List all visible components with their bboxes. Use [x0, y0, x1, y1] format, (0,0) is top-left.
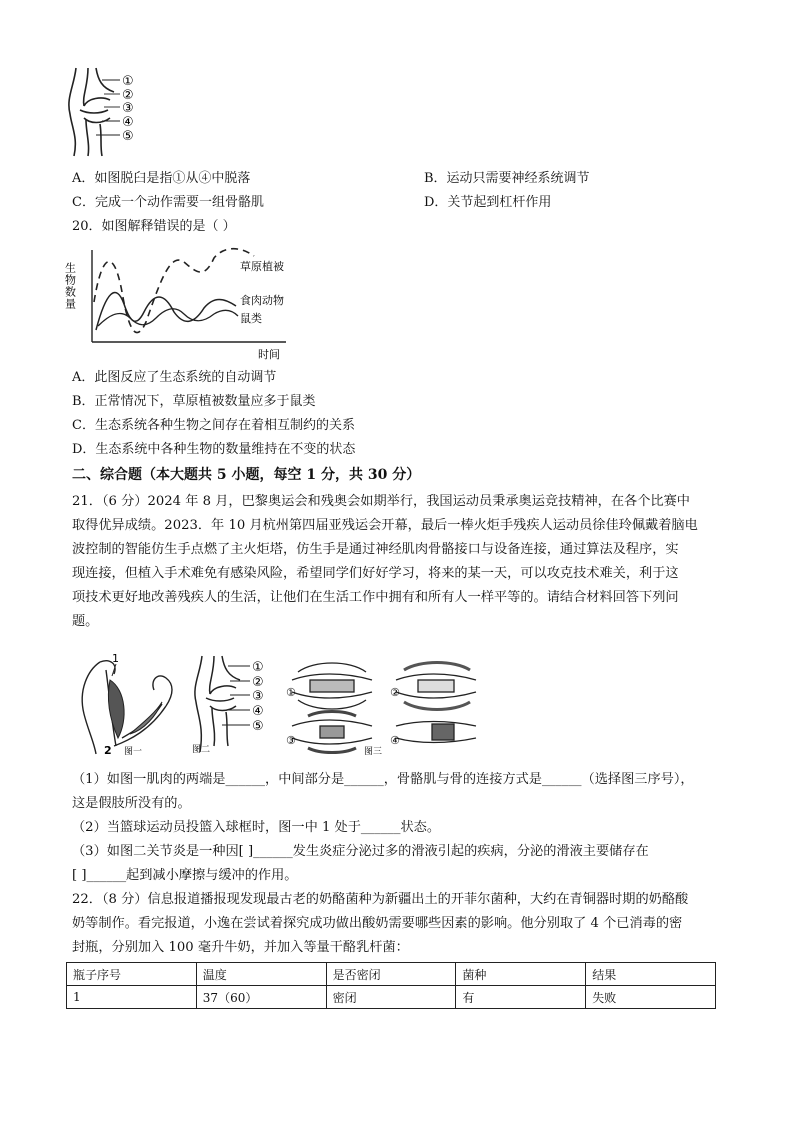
legend-carnivore: 食肉动物 — [240, 294, 284, 307]
q21-sub-3: （3）如图二关节炎是一种因[ ]______发生炎症分泌过多的滑液引起的疾病，分泌的滑液主要储存在 — [72, 844, 649, 859]
q21-subquestions — [72, 768, 722, 888]
fig2-label-3: ③ — [252, 689, 264, 704]
q19-option-c: C．完成一个动作需要一组骨骼肌 — [72, 195, 264, 210]
q20-option-a: A．此图反应了生态系统的自动调节 — [72, 370, 277, 385]
q21-figure-1-arm — [70, 650, 188, 758]
q19-option-a: A．如图脱臼是指①从④中脱落 — [72, 171, 251, 186]
joint-label-2: ② — [122, 88, 134, 103]
fig1-label-1: 1 — [112, 652, 119, 665]
q21-sub-1: （1）如图一肌肉的两端是______，中间部分是______，骨骼肌与骨的连接方式是______（选择图三序号）， — [72, 772, 694, 787]
chart-xlabel: 时间 — [258, 348, 280, 361]
q21-line-2: 取得优异成绩。2023．年 10 月杭州第四届亚残运会开幕，最后一棒火炬手残疾人运动员徐佳玲佩戴着脑电 — [72, 518, 698, 533]
joint-label-4: ④ — [122, 115, 134, 130]
q21-line-1: 21．（6 分）2024 年 8 月，巴黎奥运会和残奥会如期举行，我国运动员秉承奥运竞技精神，在各个比赛中 — [72, 494, 690, 509]
fig1-caption: 图一 — [124, 747, 143, 757]
fig2-label-1: ① — [252, 660, 264, 675]
q22-line-1: 22．（8 分）信息报道播报现发现最古老的奶酪菌种为新疆出土的开菲尔菌种，大约在青铜器时期的奶酪酸 — [72, 892, 689, 907]
q21-sub-1-cont: 这是假肢所没有的。 — [72, 796, 191, 811]
joint-label-5: ⑤ — [122, 129, 134, 144]
fig2-label-4: ④ — [252, 704, 264, 719]
q22-results-table — [66, 962, 716, 1009]
q21-text — [72, 490, 722, 634]
table-header: 是否密闭 — [326, 963, 456, 986]
q21-figure-2-joint — [188, 654, 278, 756]
q21-sub-2: （2）当篮球运动员投篮入球框时，图一中 1 处于______状态。 — [72, 820, 441, 835]
fig2-caption: 图二 — [192, 745, 211, 755]
q22-line-3: 封瓶，分别加入 100 毫升牛奶，并加入等量干酪乳杆菌： — [72, 940, 409, 955]
table-cell: 密闭 — [326, 986, 456, 1009]
table-header: 瓶子序号 — [67, 963, 197, 986]
q20-option-b: B．正常情况下，草原植被数量应多于鼠类 — [72, 394, 316, 409]
fig3-caption: 图三 — [364, 747, 383, 756]
q21-figure-3-bone-connections — [284, 654, 480, 756]
q19-option-b: B．运动只需要神经系统调节 — [424, 171, 590, 186]
fig2-label-2: ② — [252, 675, 264, 690]
q20-population-chart — [64, 242, 304, 364]
table-header-row — [67, 963, 716, 986]
q21-line-4: 现连接，但植入手术难免有感染风险，希望同学们好好学习，将来的某一天，可以攻克技术难关，利于这 — [72, 566, 679, 581]
table-header: 结果 — [586, 963, 716, 986]
series-grassland-line — [94, 249, 254, 333]
fig3-panel-2 — [396, 663, 476, 710]
legend-grassland: 草原植被 — [240, 260, 284, 273]
fig3-panel-4 — [396, 722, 476, 743]
fig3-panel-3 — [292, 712, 372, 753]
q20-stem: 20．如图解释错误的是（ ） — [72, 219, 236, 234]
section2-heading: 二、综合题（本大题共 5 小题，每空 1 分，共 30 分） — [72, 467, 421, 483]
joint-label-3: ③ — [122, 101, 134, 116]
q19-option-d: D．关节起到杠杆作用 — [424, 195, 552, 210]
joint-label-1: ① — [122, 74, 134, 89]
table-header: 菌种 — [456, 963, 586, 986]
fig3-label-3: ③ — [286, 734, 296, 747]
table-cell: 37（60） — [196, 986, 326, 1009]
q20-option-c: C．生态系统各种生物之间存在着相互制约的关系 — [72, 418, 355, 433]
q22-line-2: 奶等制作。看完报道，小逸在尝试着探究成功做出酸奶需要哪些因素的影响。他分别取了 4 个已消毒的密 — [72, 916, 683, 931]
fig1-label-2: 2 — [104, 744, 112, 757]
fig2-label-5: ⑤ — [252, 719, 264, 734]
fig3-label-4: ④ — [390, 734, 400, 747]
q21-line-6: 题。 — [72, 614, 99, 629]
q19-joint-figure — [62, 66, 152, 158]
fig3-panel-1 — [292, 663, 372, 709]
table-row — [67, 986, 716, 1009]
table-cell: 有 — [456, 986, 586, 1009]
series-rodent-line — [98, 309, 238, 326]
q22-text — [72, 888, 722, 960]
table-header: 温度 — [196, 963, 326, 986]
chart-ylabel: 生物数量 — [64, 262, 77, 310]
table-cell: 失败 — [586, 986, 716, 1009]
fig3-label-2: ② — [390, 686, 400, 699]
q21-line-3: 波控制的智能仿生手点燃了主火炬塔，仿生手是通过神经肌肉骨骼接口与设备连接，通过算法及程序，实 — [72, 542, 679, 557]
legend-rodent: 鼠类 — [240, 312, 262, 325]
q20-option-d: D．生态系统中各种生物的数量维持在不变的状态 — [72, 442, 356, 457]
q21-sub-3-cont: [ ]______起到减小摩擦与缓冲的作用。 — [72, 868, 298, 883]
fig3-label-1: ① — [286, 686, 296, 699]
q21-line-5: 项技术更好地改善残疾人的生活，让他们在生活工作中拥有和所有人一样平等的。请结合材料回答下列问 — [72, 590, 679, 605]
table-cell: 1 — [67, 986, 197, 1009]
